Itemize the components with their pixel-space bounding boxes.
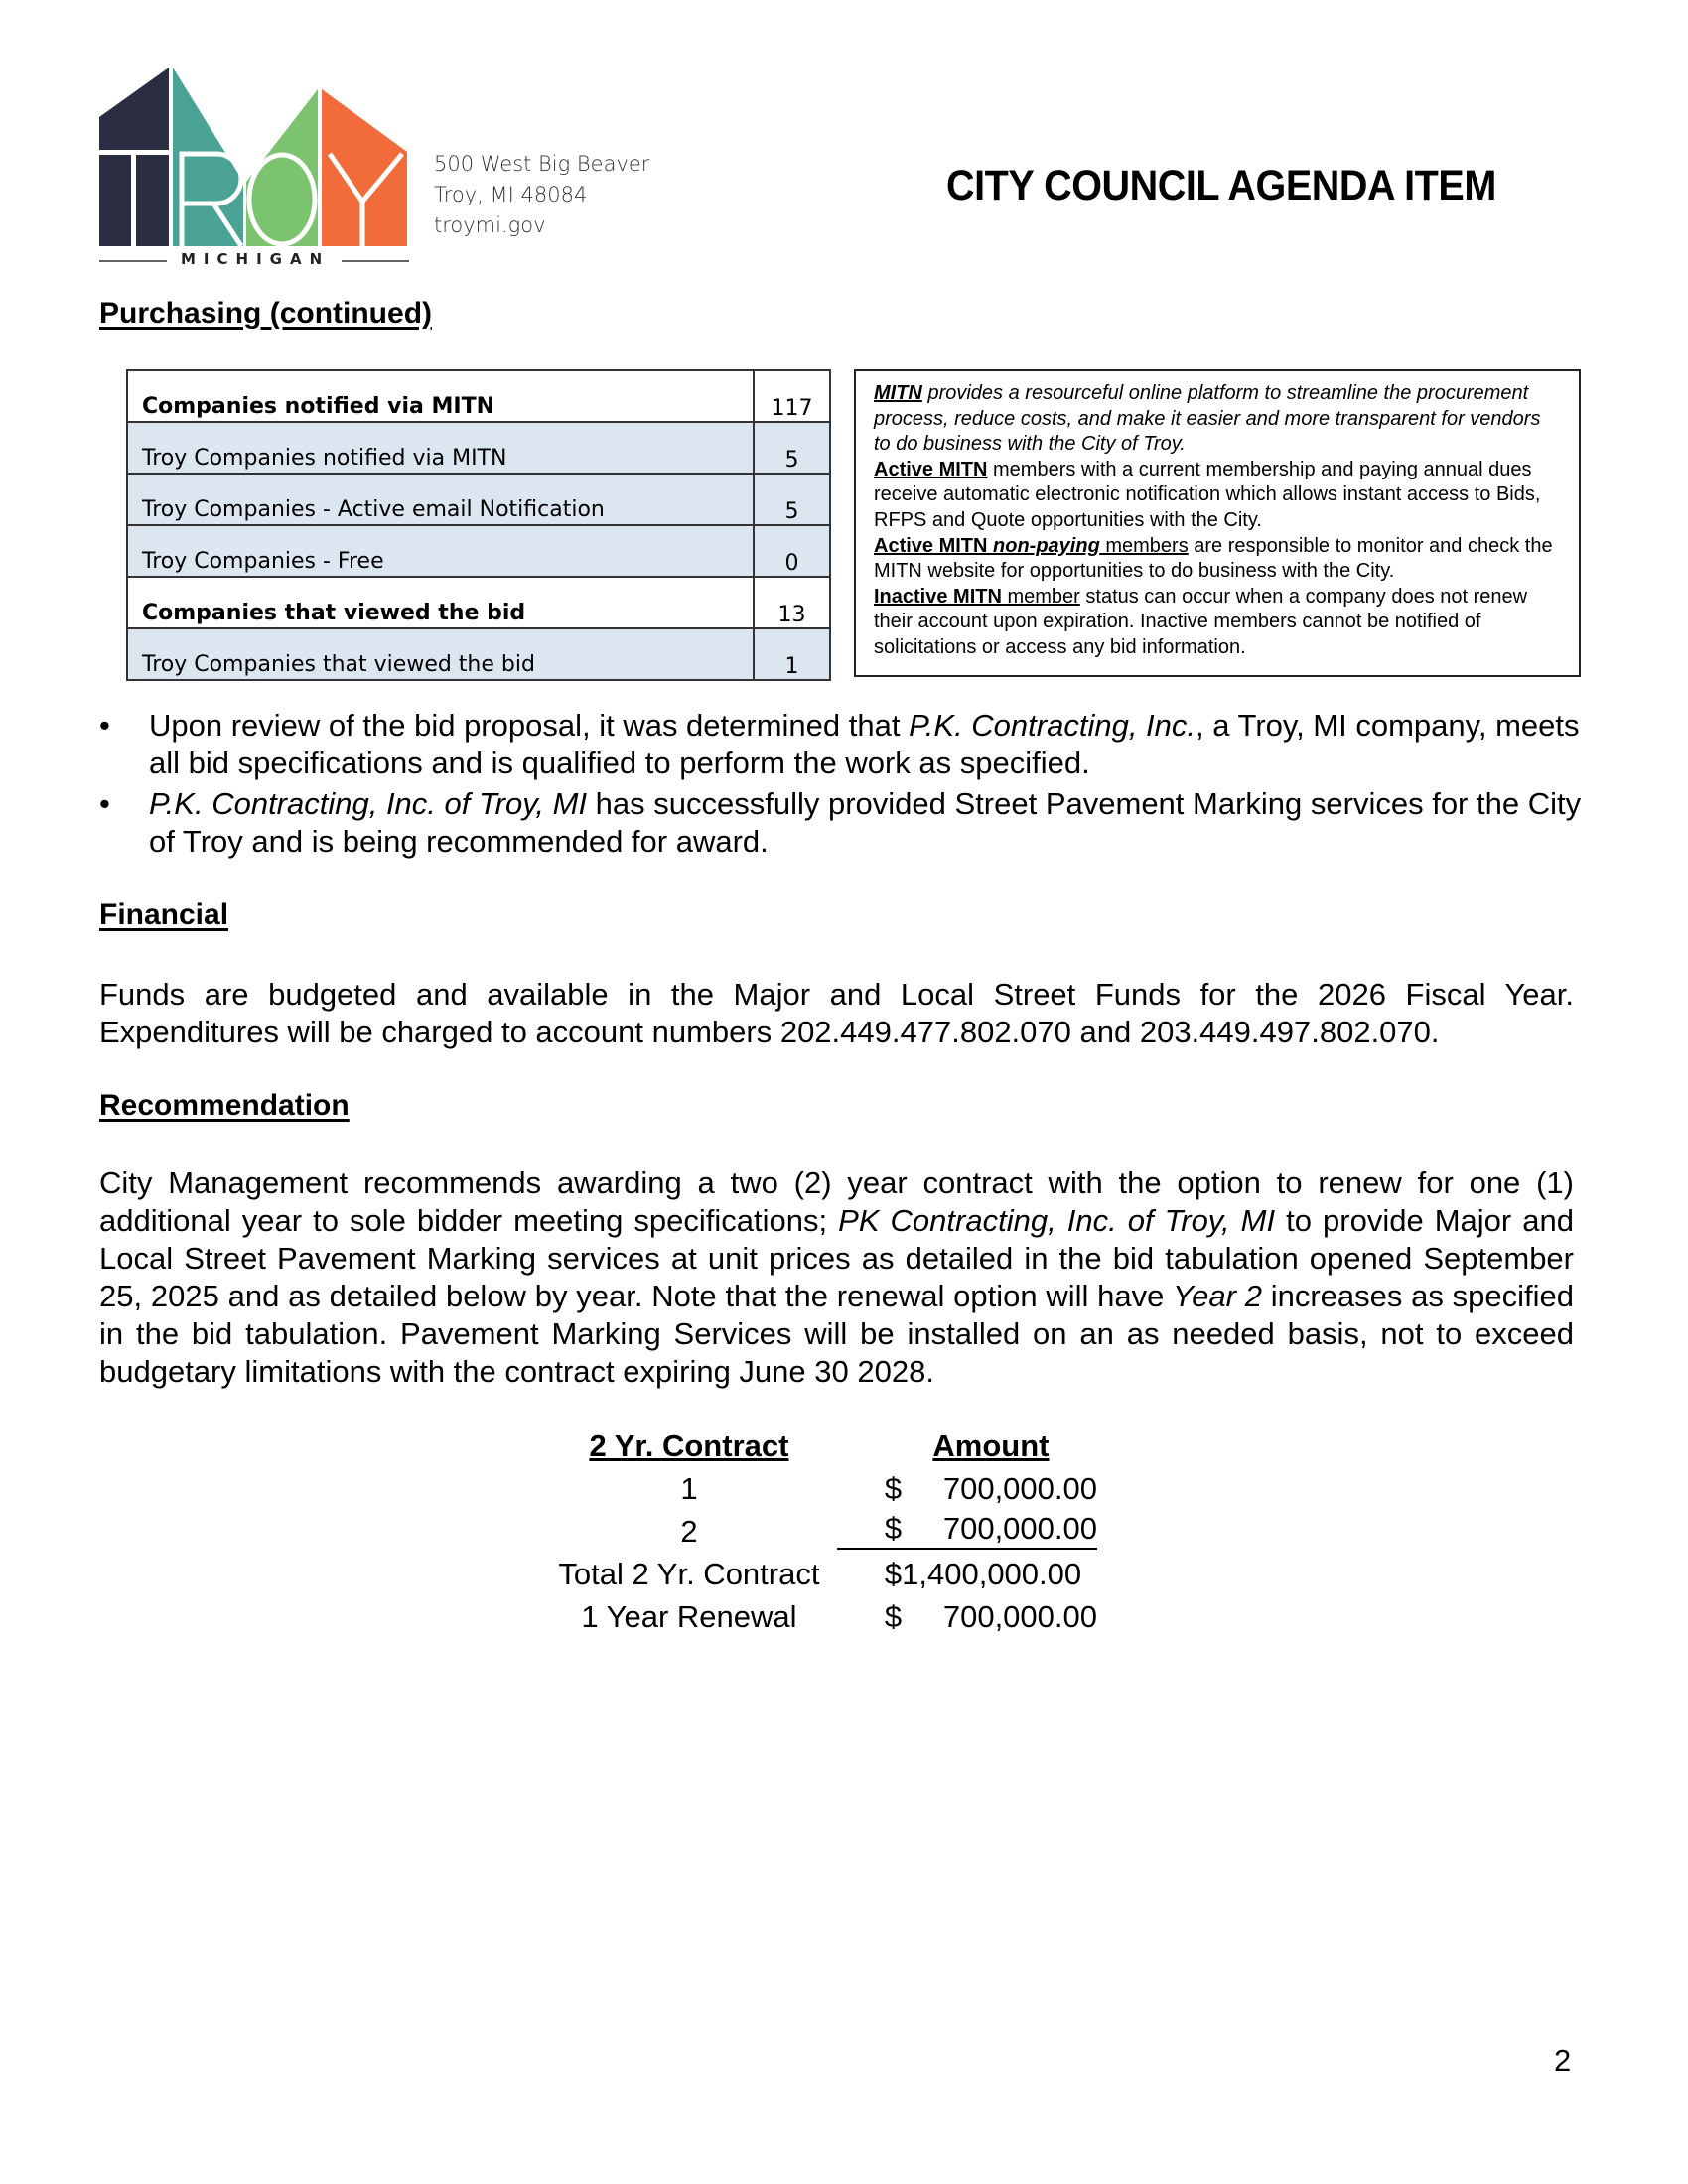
table-row bbox=[127, 422, 830, 474]
year-2-term: Year 2 bbox=[1173, 1279, 1262, 1313]
company-name: PK Contracting, Inc. of Troy, MI bbox=[838, 1203, 1276, 1238]
renewal-label: 1 Year Renewal bbox=[581, 1599, 797, 1634]
page-title: CITY COUNCIL AGENDA ITEM bbox=[946, 162, 1496, 209]
mitn-intro-text: provides a resourceful online platform to streamline the procurement process, reduce costs, and make it easier and more transparent for vendors to do business with the City of Troy. bbox=[874, 382, 1541, 456]
inactive-term-bold: Inactive MITN bbox=[874, 585, 1002, 608]
address-website[interactable]: troymi.gov bbox=[434, 213, 546, 237]
troy-logo-icon bbox=[99, 58, 409, 271]
table-row bbox=[127, 577, 830, 628]
table-row bbox=[541, 1467, 1097, 1510]
contract-amount-table bbox=[541, 1425, 1097, 1638]
rec-text-c: increases as specified in the bid tabulation. Pavement Marking Services will be installed on an as needed basis, not to exceed budgetary limitations with the contract expiring June 30 2028. bbox=[99, 1279, 1575, 1389]
address-city: Troy, MI 48084 bbox=[434, 183, 588, 206]
nonpaying-text: are responsible to monitor and check the MITN website for opportunities to do business with the City. bbox=[874, 534, 1553, 583]
logo-subtext: MICHIGAN bbox=[181, 250, 331, 268]
stat-label: Troy Companies - Active email Notification bbox=[127, 474, 754, 525]
currency-symbol: $ bbox=[884, 1599, 903, 1634]
table-row bbox=[127, 474, 830, 525]
bullet-text: , a Troy, MI company, meets all bid specifications and is qualified to perform the work as specified. bbox=[149, 708, 1580, 780]
contract-total-label: Total 2 Yr. Contract bbox=[558, 1557, 820, 1591]
mitn-para-active bbox=[874, 458, 1561, 534]
contract-header-row bbox=[541, 1425, 1097, 1467]
contract-year: 2 bbox=[680, 1514, 698, 1549]
table-row bbox=[127, 525, 830, 577]
currency-symbol: $ bbox=[884, 1511, 903, 1546]
company-name: P.K. Contracting, Inc. bbox=[909, 708, 1196, 743]
nonpaying-term-italic: non-paying bbox=[993, 534, 1100, 557]
mitn-term: MITN bbox=[874, 382, 922, 404]
active-mitn-term: Active MITN bbox=[874, 458, 988, 480]
financial-text: Funds are budgeted and available in the Major and Local Street Funds for the 2026 Fiscal Year. Expenditures will be charged to account numbers 202.449.477.802.070 and 203.449.497.802.070. bbox=[99, 977, 1574, 1049]
city-address bbox=[434, 149, 649, 241]
mitn-para-nonpaying bbox=[874, 534, 1561, 585]
rec-text-a: City Management recommends awarding a two (2) year contract with the option to renew for one (1) additional year to sole bidder meeting specifications; bbox=[99, 1165, 1574, 1238]
bullet-text: has successfully provided Street Pavement Marking services for the City of Troy and is being recommended for award. bbox=[149, 786, 1582, 859]
address-street: 500 West Big Beaver bbox=[434, 152, 650, 176]
table-row bbox=[127, 370, 830, 422]
list-item bbox=[99, 707, 1589, 782]
bullet-icon: • bbox=[99, 786, 110, 821]
table-row bbox=[541, 1595, 1097, 1638]
mitn-para-inactive bbox=[874, 585, 1561, 661]
stat-label: Troy Companies that viewed the bid bbox=[127, 628, 754, 680]
mitn-info-box bbox=[854, 369, 1581, 677]
stat-value: 117 bbox=[754, 370, 830, 422]
active-mitn-text: members with a current membership and paying annual dues receive automatic electronic notification which allows instant access to Bids, RFPS and Quote opportunities with the City. bbox=[874, 458, 1541, 531]
table-row bbox=[541, 1553, 1097, 1595]
amount-col-header: Amount bbox=[932, 1429, 1050, 1463]
table-row bbox=[127, 628, 830, 680]
table-row bbox=[541, 1510, 1097, 1553]
purchasing-bullets bbox=[99, 707, 1589, 864]
contract-col-header: 2 Yr. Contract bbox=[589, 1429, 789, 1463]
nonpaying-term-bold: Active MITN bbox=[874, 534, 994, 557]
recommendation-text bbox=[99, 1164, 1574, 1391]
stat-value: 1 bbox=[754, 628, 830, 680]
bullet-icon: • bbox=[99, 708, 110, 743]
contract-year: 1 bbox=[680, 1471, 698, 1506]
contract-amount: 700,000.00 bbox=[942, 1599, 1097, 1634]
mitn-stats-table bbox=[126, 369, 831, 681]
nonpaying-term-plain: members bbox=[1099, 534, 1189, 557]
mitn-para-intro bbox=[874, 381, 1561, 458]
stat-label: Troy Companies notified via MITN bbox=[127, 422, 754, 474]
contract-amount: 700,000.00 bbox=[942, 1511, 1097, 1546]
stat-label: Companies notified via MITN bbox=[127, 370, 754, 422]
rec-text-b: to provide Major and Local Street Pavement Marking services at unit prices as detailed in the bid tabulation opened September 25, 2025 and as detailed below by year. Note that the renewal option will have bbox=[99, 1203, 1574, 1313]
page-number: 2 bbox=[1554, 2043, 1572, 2078]
stat-label: Companies that viewed the bid bbox=[127, 577, 754, 628]
purchasing-heading: Purchasing (continued) bbox=[99, 297, 433, 330]
bullet-text: Upon review of the bid proposal, it was determined that bbox=[149, 708, 910, 743]
troy-logo bbox=[99, 58, 409, 271]
financial-heading: Financial bbox=[99, 898, 229, 931]
inactive-text: status can occur when a company does not renew their account upon expiration. Inactive members cannot be notified of solicitations or access any bid information. bbox=[874, 585, 1528, 658]
contract-total-amount: $1,400,000.00 bbox=[884, 1557, 1082, 1591]
stat-value: 5 bbox=[754, 474, 830, 525]
currency-symbol: $ bbox=[884, 1471, 903, 1506]
list-item bbox=[99, 785, 1589, 861]
stat-label: Troy Companies - Free bbox=[127, 525, 754, 577]
stat-value: 5 bbox=[754, 422, 830, 474]
stat-value: 13 bbox=[754, 577, 830, 628]
recommendation-heading: Recommendation bbox=[99, 1089, 350, 1122]
contract-amount: 700,000.00 bbox=[942, 1471, 1097, 1506]
stat-value: 0 bbox=[754, 525, 830, 577]
company-name: P.K. Contracting, Inc. of Troy, MI bbox=[149, 786, 588, 821]
inactive-term-plain: member bbox=[1001, 585, 1080, 608]
